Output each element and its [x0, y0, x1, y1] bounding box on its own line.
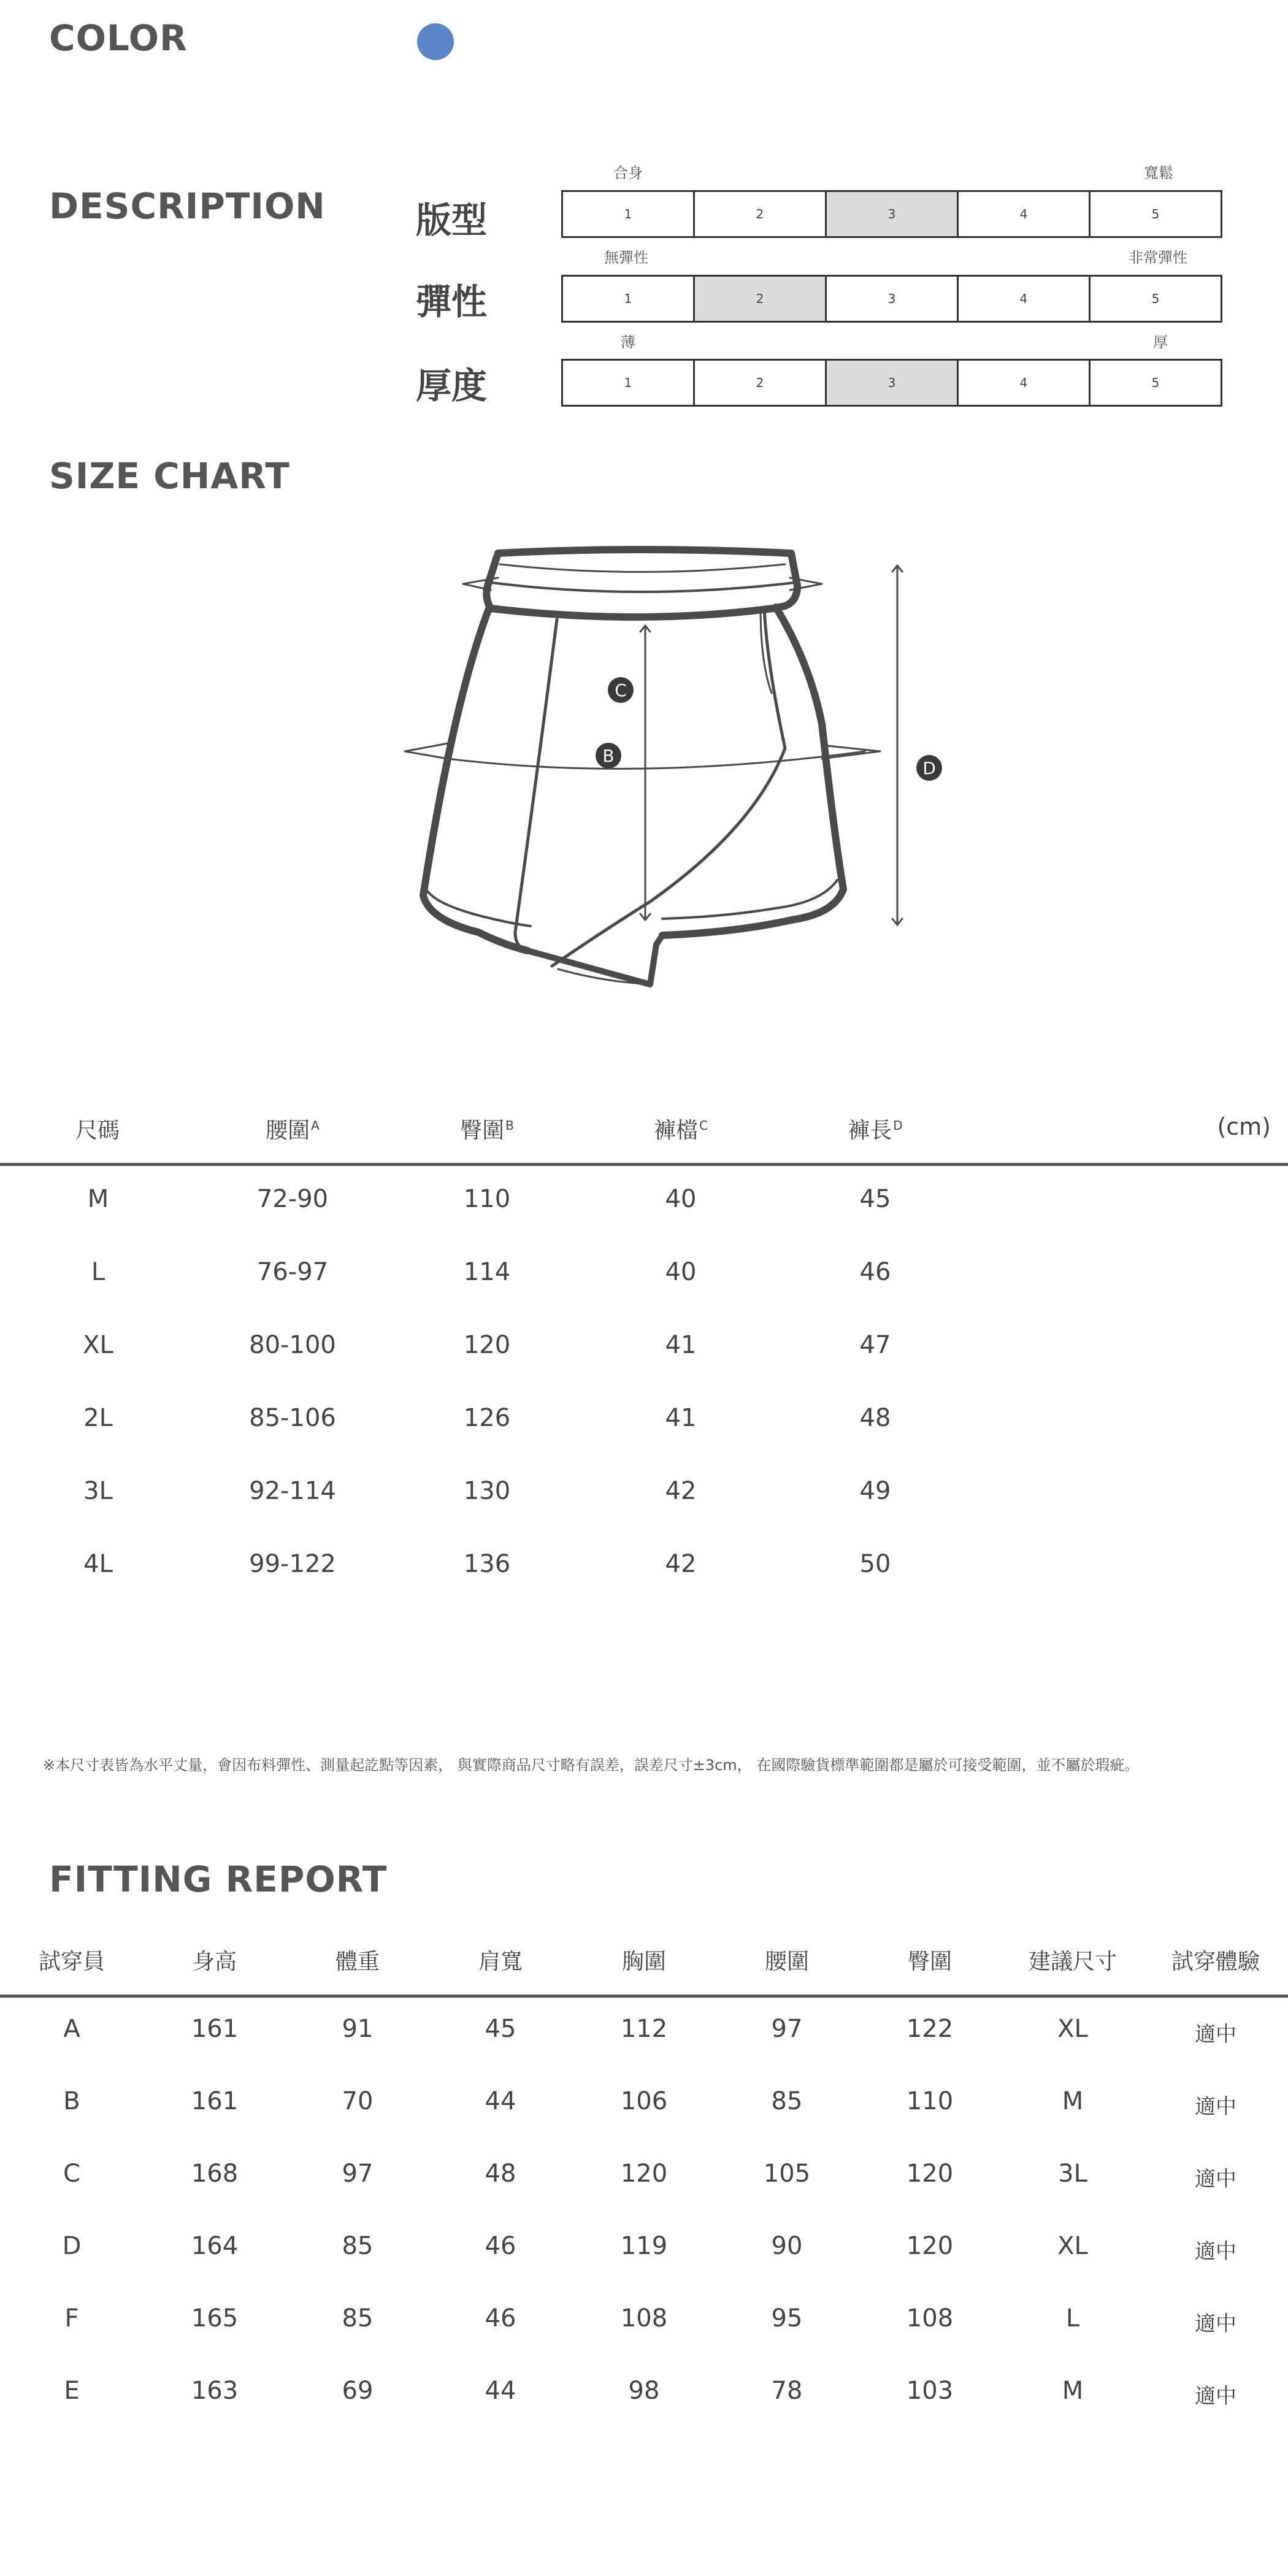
scale-cell: 4 [957, 277, 1089, 321]
fitting-report-title: FITTING REPORT [49, 1858, 388, 1900]
fitting-col-header: 體重 [335, 1949, 380, 1974]
fitting-col-header: 腰圍 [764, 1949, 810, 1974]
size-table-cell: 49 [859, 1477, 891, 1505]
thickness-scale-left-label: 薄 [621, 334, 635, 351]
fitting-table-cell: 98 [628, 2377, 660, 2405]
fitting-table-cell: 44 [485, 2377, 516, 2405]
size-table-cell: 126 [463, 1404, 511, 1432]
hip-col-header: 臀圍 $^B$ [460, 1118, 514, 1143]
fitting-table-cell: 161 [191, 2015, 239, 2043]
fitting-table-cell: 106 [620, 2087, 668, 2115]
fitting-col-header: 肩寬 [478, 1949, 523, 1974]
fitting-table-cell: 168 [191, 2160, 239, 2188]
scale-cell: 3 [825, 277, 957, 321]
scale-cell: 1 [624, 291, 632, 306]
scale-cell: 3 [825, 361, 957, 405]
fitting-table-cell: C [63, 2160, 80, 2188]
size-table-cell: 130 [463, 1477, 511, 1505]
size-table-cell: 41 [665, 1404, 697, 1432]
scale-cell: 2 [693, 277, 825, 321]
fitting-table-cell: XL [1057, 2232, 1088, 2260]
fitting-table-cell: 105 [763, 2160, 811, 2188]
fitting-table-cell: D [62, 2232, 82, 2260]
fitting-table-cell: E [64, 2377, 80, 2405]
size-table-cell: 50 [859, 1550, 891, 1578]
size-table-cell: 40 [665, 1185, 697, 1213]
fitting-table-cell: 46 [485, 2304, 516, 2333]
fitting-table-cell: 48 [485, 2160, 516, 2188]
size-table-cell: 45 [859, 1185, 891, 1213]
size-table-cell: 40 [665, 1258, 697, 1286]
thickness-scale-right-label: 厚 [1153, 334, 1168, 351]
fitting-table-rule [0, 1995, 1288, 1998]
fitting-table-cell: 103 [906, 2377, 954, 2405]
fitting-col-header: 臀圍 [907, 1949, 953, 1974]
size-table-cell: 48 [859, 1404, 891, 1432]
scale-cell: 4 [957, 361, 1089, 405]
fitting-table-cell: 161 [191, 2087, 239, 2115]
scale-cell: 5 [1089, 361, 1221, 405]
fitting-col-header: 建議尺寸 [1028, 1949, 1117, 1974]
fitting-table-cell: 108 [620, 2304, 668, 2333]
elasticity-scale-left-label: 無彈性 [604, 249, 648, 266]
fit-label: 版型 [416, 199, 488, 241]
fitting-table-cell: M [1062, 2377, 1084, 2405]
fit-scale-right-label: 寬鬆 [1144, 164, 1173, 182]
fitting-col-header: 胸圍 [621, 1949, 667, 1974]
fitting-col-header: 身高 [192, 1949, 237, 1974]
fitting-table-cell: XL [1057, 2015, 1088, 2043]
thickness-label: 厚度 [416, 365, 488, 407]
color-title: COLOR [49, 17, 188, 59]
size-note: ※本尺寸表皆為水平丈量，會因布料彈性、測量起訖點等因素， 與實際商品尺寸略有誤差，誤差尺寸±3cm， 在國際驗貨標準範圍都是屬於可接受範圍，並不屬於瑕疵。 [43, 1757, 1140, 1774]
fitting-table-cell: B [63, 2087, 80, 2115]
fitting-col-header: 試穿員 [38, 1949, 105, 1974]
size-table-cell: 42 [665, 1550, 697, 1578]
fitting-table-cell: 70 [342, 2087, 374, 2115]
fit-scale [561, 190, 1222, 238]
thickness-scale [561, 359, 1222, 407]
size-table-cell: L [91, 1258, 105, 1286]
scale-cell: 5 [1089, 277, 1221, 321]
fitting-table-cell: 46 [485, 2232, 516, 2260]
size-table-cell: 99-122 [249, 1550, 336, 1578]
waist-col-header: 腰圍 $^A$ [266, 1118, 320, 1143]
size-table-rule [0, 1163, 1288, 1166]
size-table-cell: 110 [463, 1185, 511, 1213]
length-col-header: 褲長 $^D$ [848, 1118, 903, 1143]
marker-c: C [615, 680, 627, 700]
fitting-table-cell: 120 [906, 2160, 954, 2188]
fitting-table-cell: 165 [191, 2304, 239, 2333]
size-table-cell: 72-90 [256, 1185, 329, 1213]
size-table-cell: 114 [463, 1258, 511, 1286]
size-table-cell: 4L [83, 1550, 113, 1578]
scale-cell: 2 [693, 192, 825, 236]
size-table-cell: 80-100 [249, 1331, 336, 1359]
size-table-cell: 120 [463, 1331, 511, 1359]
fitting-table-cell: 120 [620, 2160, 668, 2188]
fitting-table-cell: 85 [342, 2304, 374, 2333]
fitting-table-cell: 適中 [1195, 2239, 1236, 2264]
size-table-cell: XL [83, 1331, 113, 1359]
size-table-cell: 76-97 [256, 1258, 329, 1286]
fitting-table-cell: 適中 [1195, 2022, 1236, 2047]
fitting-table-cell: 108 [906, 2304, 954, 2333]
fitting-table-cell: 適中 [1195, 2095, 1236, 2119]
marker-b: B [602, 746, 615, 766]
fitting-table-cell: 69 [342, 2377, 374, 2405]
size-table-cell: 41 [665, 1331, 697, 1359]
fitting-table-cell: 適中 [1195, 2384, 1236, 2409]
fitting-table-cell: 85 [342, 2232, 374, 2260]
size-table-cell: M [87, 1185, 109, 1213]
color-swatch[interactable] [417, 23, 454, 60]
fitting-table-cell: 91 [342, 2015, 374, 2043]
size-table-cell: 3L [83, 1477, 113, 1505]
description-title: DESCRIPTION [49, 185, 326, 227]
fitting-table-cell: 119 [620, 2232, 668, 2260]
fitting-table-cell: 97 [771, 2015, 803, 2043]
size-col-header: 尺碼 [75, 1118, 120, 1143]
fitting-table-cell: 45 [485, 2015, 516, 2043]
elasticity-scale-right-label: 非常彈性 [1129, 249, 1187, 266]
elasticity-label: 彈性 [416, 281, 488, 323]
fitting-table-cell: 90 [771, 2232, 803, 2260]
size-table-cell: 2L [83, 1404, 113, 1432]
fitting-table-cell: 3L [1058, 2160, 1087, 2188]
fitting-table-cell: 44 [485, 2087, 516, 2115]
fitting-table-cell: 122 [906, 2015, 954, 2043]
scale-cell: 3 [825, 192, 957, 236]
scale-cell: 1 [624, 207, 632, 221]
fitting-table-cell: M [1062, 2087, 1084, 2115]
fitting-col-header: 試穿體驗 [1171, 1949, 1260, 1974]
fitting-table-cell: A [63, 2015, 80, 2043]
scale-cell: 2 [693, 361, 825, 405]
skort-diagram [393, 540, 945, 1018]
fitting-table-cell: 78 [771, 2377, 803, 2405]
scale-cell: 5 [1089, 192, 1221, 236]
fitting-table-cell: 163 [191, 2377, 239, 2405]
fitting-table-cell: 112 [620, 2015, 668, 2043]
size-table-cell: 42 [665, 1477, 697, 1505]
size-table-cell: 47 [859, 1331, 891, 1359]
fitting-table-cell: 85 [771, 2087, 803, 2115]
size-table-cell: 85-106 [249, 1404, 336, 1432]
fitting-table-cell: F [64, 2304, 79, 2333]
fitting-table-cell: 110 [906, 2087, 954, 2115]
size-chart-title: SIZE CHART [49, 455, 290, 497]
elasticity-scale [561, 275, 1222, 323]
size-table-cell: 136 [463, 1550, 511, 1578]
fitting-table-cell: L [1065, 2304, 1080, 2333]
fitting-table-cell: 適中 [1195, 2167, 1236, 2191]
size-table-cell: 46 [859, 1258, 891, 1286]
marker-d: D [922, 758, 936, 778]
fitting-table-cell: 95 [771, 2304, 803, 2333]
rise-col-header: 褲檔 $^C$ [654, 1118, 708, 1143]
scale-cell: 4 [957, 192, 1089, 236]
fitting-table-cell: 164 [191, 2232, 239, 2260]
size-table-cell: 92-114 [249, 1477, 336, 1505]
fitting-table-cell: 120 [906, 2232, 954, 2260]
unit-label: (cm) [1217, 1113, 1271, 1140]
fitting-table-cell: 適中 [1195, 2312, 1236, 2336]
fitting-table-cell: 97 [342, 2160, 374, 2188]
scale-cell: 1 [624, 375, 632, 390]
fit-scale-left-label: 合身 [613, 164, 643, 182]
